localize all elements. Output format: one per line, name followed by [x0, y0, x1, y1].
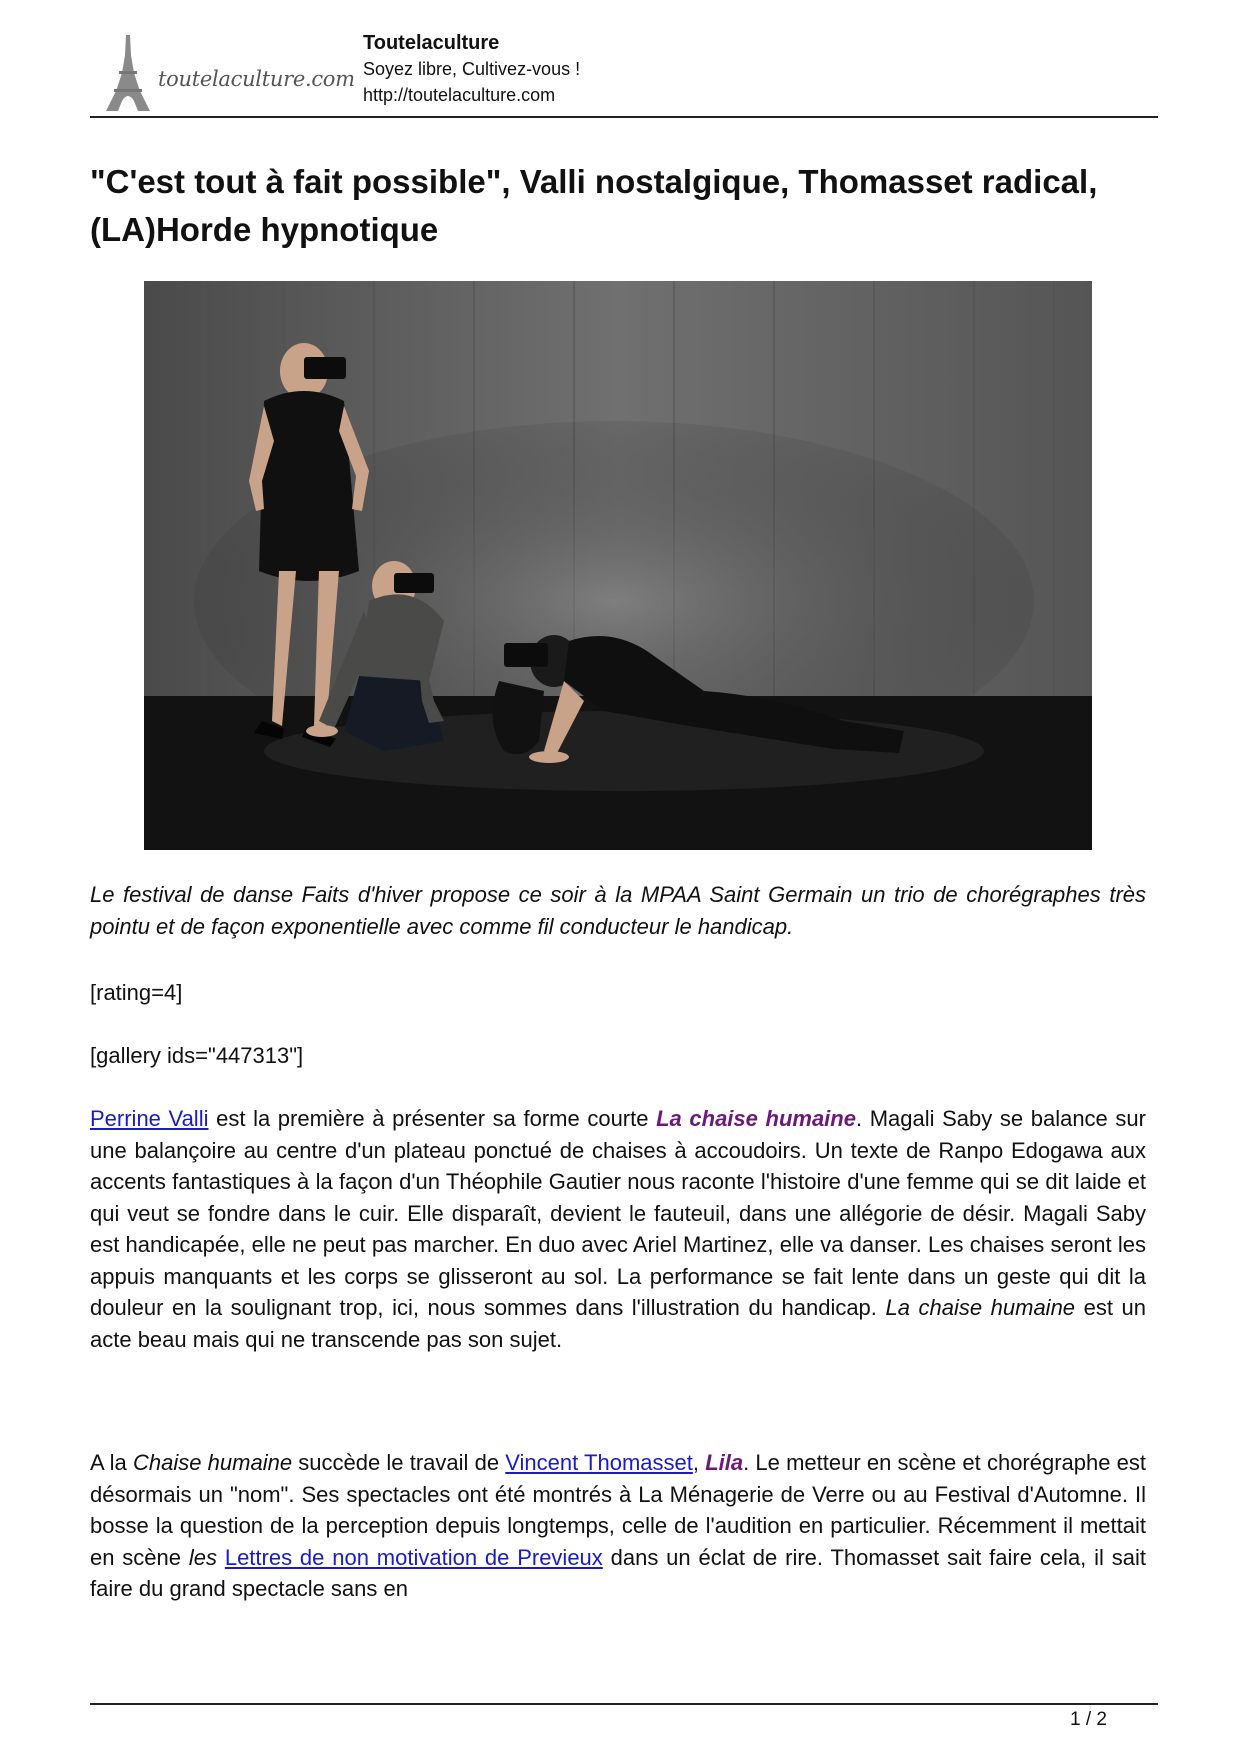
- site-tagline: Soyez libre, Cultivez-vous !: [363, 59, 581, 79]
- site-logo[interactable]: [90, 33, 355, 111]
- text-segment: . Le metteur en scène et chorégraphe est désormais un "nom". Ses spectacles ont été montrés à La Ménagerie de Verre ou au Festival d'Automne. Il bosse la question de la perception depuis longtemps, celle de l'audition en particulier. Récemment il mettait en scène: [90, 1450, 1147, 1570]
- italic-work-title: La chaise humaine: [885, 1295, 1076, 1320]
- eiffel-tower-icon: [104, 33, 152, 111]
- site-name: Toutelaculture: [363, 32, 500, 54]
- link-lettres-previeux[interactable]: Lettres de non motivation de Previeux: [224, 1544, 603, 1570]
- page-header: [90, 28, 1158, 116]
- footer-divider: [90, 1703, 1158, 1705]
- text-segment: est un acte beau mais qui ne transcende pas son sujet.: [90, 1295, 1146, 1352]
- page-number: 1 / 2: [1070, 1709, 1107, 1730]
- paragraph-valli: [90, 1103, 1146, 1355]
- text-segment: . Magali Saby se balance sur une balançoire au centre d'un plateau ponctué de chaises à accoudoirs. Un texte de Ranpo Edogawa aux accents fantastiques à la façon d'un Théophile Gautier nous raconte l'histoire d'une femme qui se dit laide et qui veut se fondre dans le cuir. Elle disparaît, devient le fauteuil, dans une allégorie de désir. Magali Saby est handicapée, elle ne peut pas marcher. En duo avec Ariel Martinez, elle va danser. Les chaises seront les appuis manquants et les corps se glisseront au sol. La performance se fait lente dans un geste qui dit la douleur en la soulignant trop, ici, nous sommes dans l'illustration du handicap.: [90, 1106, 1146, 1320]
- text-segment: dans un éclat de rire. Thomasset sait faire cela, il sait faire du grand spectacle sans en: [90, 1544, 1146, 1601]
- link-perrine-valli[interactable]: Perrine Valli: [90, 1106, 209, 1131]
- site-url[interactable]: http://toutelaculture.com: [363, 85, 556, 105]
- article-photo: [144, 281, 1092, 850]
- article-title: "C'est tout à fait possible", Valli nostalgique, Thomasset radical,(LA)Horde hypnotique: [90, 163, 1098, 248]
- header-divider: [90, 116, 1158, 118]
- highlight-work-title: Lila: [705, 1450, 744, 1475]
- text-segment: A la: [90, 1450, 133, 1475]
- link-vincent-thomasset[interactable]: Vincent Thomasset: [505, 1450, 693, 1475]
- italic-work-title: Chaise humaine: [132, 1450, 293, 1475]
- gallery-shortcode: [gallery ids="447313"]: [90, 1043, 304, 1068]
- highlight-work-title: La chaise humaine: [656, 1106, 856, 1131]
- article-intro: Le festival de danse Faits d'hiver propose ce soir à la MPAA Saint Germain un trio de chorégraphes très pointu et de façon exponentielle avec comme fil conducteur le handicap.: [90, 882, 1146, 939]
- text-segment: succède le travail de: [292, 1450, 506, 1475]
- rating-shortcode: [rating=4]: [90, 980, 183, 1005]
- logo-wordmark: toutelaculture.com: [158, 67, 355, 91]
- dance-photo-illustration: [144, 281, 1092, 850]
- text-segment: [217, 1545, 225, 1570]
- paragraph-thomasset: [90, 1447, 1146, 1605]
- text-segment: est la première à présenter sa forme courte: [208, 1106, 657, 1131]
- site-info: [363, 30, 580, 108]
- italic-word: les: [188, 1544, 217, 1570]
- text-segment: ,: [692, 1450, 706, 1475]
